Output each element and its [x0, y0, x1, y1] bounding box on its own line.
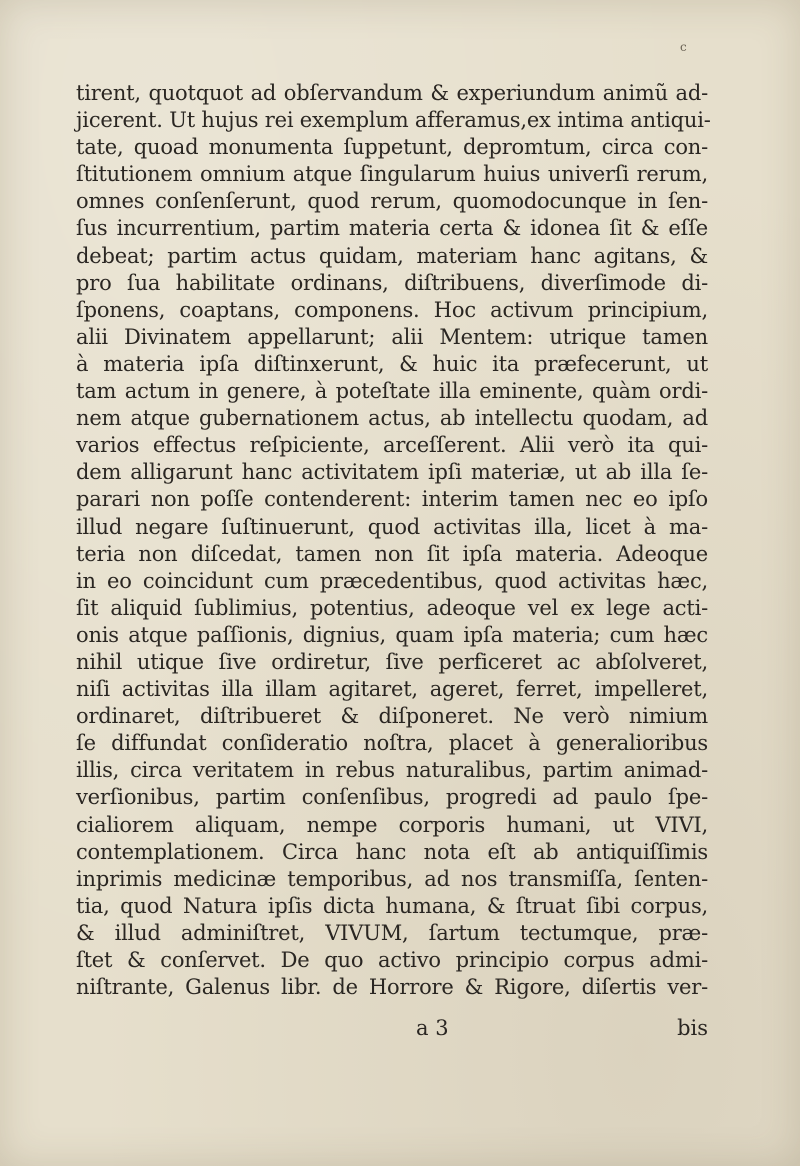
text-line: à materia ipſa diſtinxerunt, & huic ita præfecerunt, ut	[76, 351, 708, 376]
text-line: ordinaret, diſtribueret & diſponeret. Ne verò nimium	[76, 704, 708, 729]
text-line: illis, circa veritatem in rebus naturalibus, partim animad-	[76, 758, 708, 783]
text-line: inprimis medicinæ temporibus, ad nos transmiſſa, ſenten-	[76, 866, 708, 891]
text-line: contemplationem. Circa hanc nota eſt ab antiquiſſimis	[76, 839, 708, 864]
text-line: tia, quod Natura ipſis dicta humana, & ſtruat ſibi corpus,	[76, 893, 708, 918]
text-line: verſionibus, partim conſenſibus, progredi ad paulo ſpe-	[76, 785, 708, 810]
text-line: ſtet & conſervet. De quo activo principio corpus admi-	[76, 948, 708, 972]
text-line: onis atque paſſionis, dignius, quam ipſa materia; cum hæc	[76, 622, 708, 647]
text-line: pro ſua habilitate ordinans, diſtribuens, diverſimode di-	[76, 270, 708, 295]
text-line: niſi activitas illa illam agitaret, ageret, ferret, impelleret,	[76, 677, 708, 702]
text-line: ſponens, coaptans, componens. Hoc activum principium,	[76, 297, 708, 322]
text-line: nem atque gubernationem actus, ab intellectu quodam, ad	[76, 406, 708, 431]
text-line: niſtrante, Galenus libr. de Horrore & Rigore, diſertis ver-	[76, 975, 708, 1000]
text-line: omnes conſenſerunt, quod rerum, quomodocunque in ſen-	[76, 189, 708, 214]
text-line: tam actum in genere, à poteſtate illa eminente, quàm ordi-	[76, 379, 708, 404]
text-line: debeat; partim actus quidam, materiam hanc agitans, &	[76, 243, 708, 268]
text-line: in eo coincidunt cum præcedentibus, quod activitas hæc,	[76, 568, 708, 593]
text-line: ſtitutionem omnium atque ſingularum huius univerſi rerum,	[76, 162, 708, 187]
text-line: teria non diſcedat, tamen non ſit ipſa materia. Adeoque	[76, 541, 708, 566]
text-line: dem alligarunt hanc activitatem ipſi materiæ, ut ab illa ſe-	[76, 460, 708, 485]
text-line: ſus incurrentium, partim materia certa & idonea ſit & eſſe	[76, 216, 708, 241]
text-line: tate, quoad monumenta ſuppetunt, depromtum, circa con-	[76, 135, 708, 160]
text-line: varios effectus reſpiciente, arceſſerent. Alii verò ita qui-	[76, 433, 708, 458]
signature-mark: a 3	[416, 1016, 449, 1040]
text-line: tirent, quotquot ad obſervandum & experiundum animũ ad-	[76, 81, 708, 105]
body-text	[76, 80, 711, 1001]
text-line: ſe diffundat conſideratio noſtra, placet à generalioribus	[76, 731, 708, 756]
text-line: jicerent. Ut hujus rei exemplum afferamus,ex intima antiqui-	[76, 108, 711, 133]
text-line: ſit aliquid ſublimius, potentius, adeoque vel ex lege acti-	[76, 595, 708, 620]
text-line: & illud adminiſtret, VIVUM, ſartum tectumque, præ-	[76, 920, 708, 945]
text-line: illud negare ſuſtinuerunt, quod activitas illa, licet à ma-	[76, 514, 708, 539]
page-footer	[76, 1014, 708, 1042]
stray-mark: c	[680, 40, 687, 54]
text-line: parari non poſſe contenderent: interim tamen nec eo ipſo	[76, 487, 708, 512]
text-line: cialiorem aliquam, nempe corporis humani, ut VIVI,	[76, 812, 708, 837]
catchword: bis	[677, 1016, 708, 1040]
text-line: nihil utique ſive ordiretur, ſive perficeret ac abſolveret,	[76, 649, 708, 674]
text-line: alii Divinatem appellarunt; alii Mentem: utrique tamen	[76, 324, 708, 349]
